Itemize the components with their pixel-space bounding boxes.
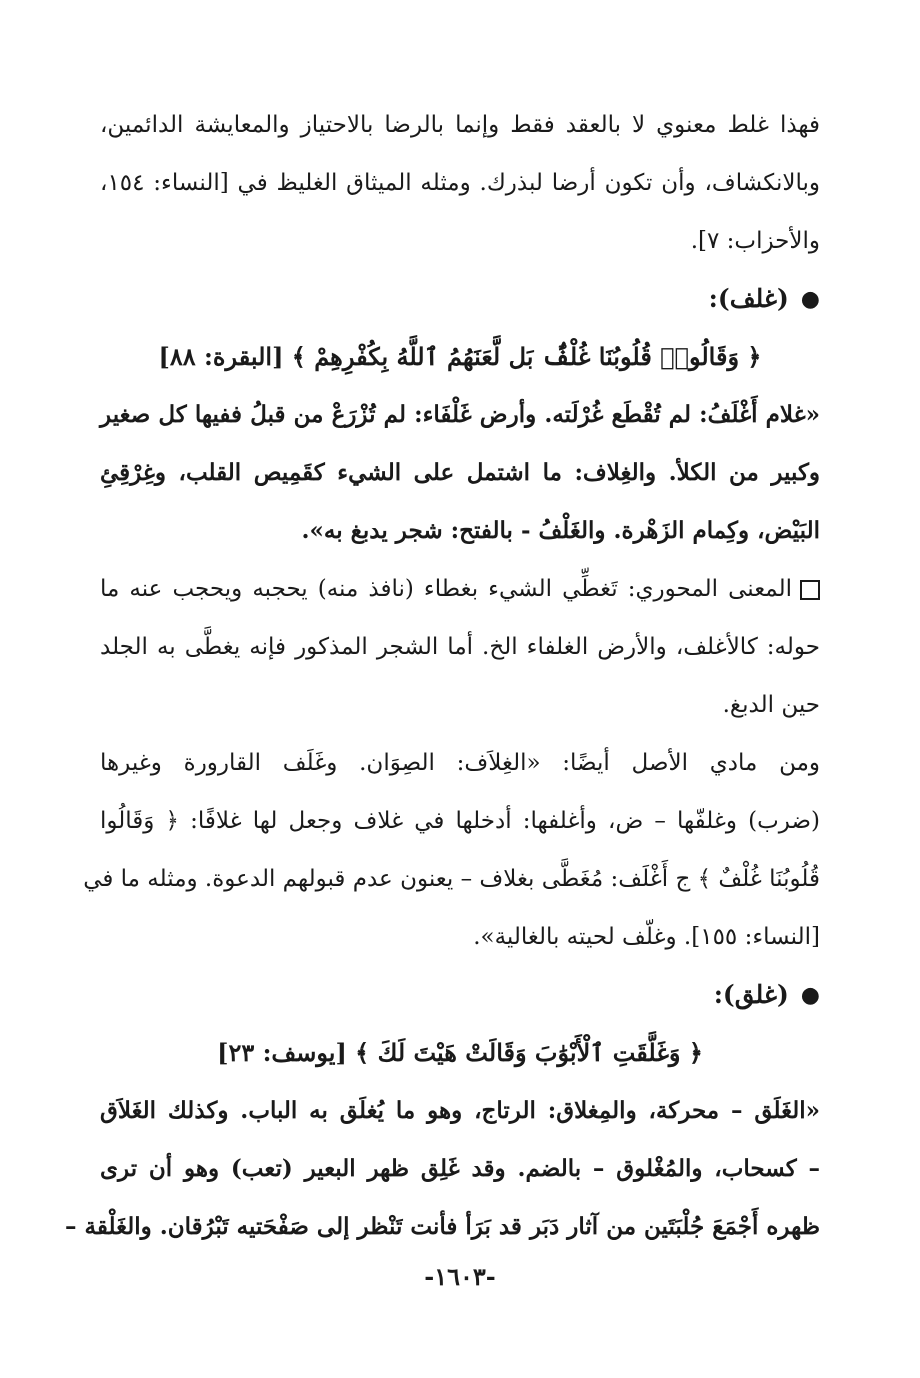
explanation-paragraph [83,734,820,966]
text-line: فهذا غلط معنوي لا بالعقد فقط وإنما بالرضا بالاحتياز والمعايشة الدائمين، [100,112,820,138]
central-meaning [100,560,820,734]
quran-verse: ﴿ وَقَالُوا۟ قُلُوبُنَا غُلْفٌۢ بَل لَّعَنَهُمُ ٱللَّهُ بِكُفْرِهِمْ ﴾ [البقرة: ٨٨] [158,342,762,371]
text-line: – كسحاب، والمُغْلوق – بالضم. وقد غَلِق ظهر البعير (تعب) وهو أن ترى [100,1155,820,1182]
text-column [65,96,820,1256]
entry-heading-text: (غلف): [708,284,789,313]
text-line: البَيْض، وكِمام الزَهْرة. والغَلْفُ - بالفتح: شجر يدبغ به». [301,517,820,544]
text-line: حين الدبغ. [722,692,820,718]
text-line: «غلام أَغْلَفُ: لم تُقْطَع غُرْلَته. وأرض غَلْفَاء: لم تُزْرَعْ من قبلُ ففيها كل صغير [100,401,820,428]
text-line: المعنى المحوري: تَغطِّي الشيء بغطاء (نافذ منه) يحجبه ويحجب عنه ما [100,560,820,618]
text-line: ومن مادي الأصل أيضًا: «الغِلاَف: الصِوَان. وغَلَف القارورة وغيرها [100,750,820,776]
text-line: حوله: كالأغلف، والأرض الغلفاء الخ. أما الشجر المذكور فإنه يغطَّى به الجلد [100,634,820,660]
page-number: -١٦٠٣- [424,1262,496,1291]
bullet-icon: ● [800,982,820,1008]
text-line: وكبير من الكلأ. والغِلاف: ما اشتمل على الشيء كقَمِيص القلب، وغِرْقِئِ [100,459,820,486]
bullet-icon: ● [800,286,820,312]
entry-heading-text: (غلق): [713,980,789,1009]
entry-heading-ghalaf [100,270,820,328]
text-line: (ضرب) وغلفّها – ض، وأغلفها: أدخلها في غلاف وجعل لها غلافًا: ﴿ وَقَالُوا [100,808,820,834]
dictionary-quote [100,386,820,560]
square-marker-icon [800,580,820,600]
text-line: والأحزاب: ٧]. [690,228,820,254]
text-line: ظهره أَجْمَعَ جُلْبَتَين من آثار دَبَر قد بَرَأ فأنت تَنْظر إلى صَفْحَتيه تَبْرُقان. والغَلْقة – [65,1213,820,1240]
text-line: وبالانكشاف، وأن تكون أرضا لبذرك. ومثله الميثاق الغليظ في [النساء: ١٥٤، [100,170,820,196]
entry-heading-ghalaq [100,966,820,1024]
text-line: «الغَلَق – محركة، والمِغلاق: الرتاج، وهو ما يُغلَق به الباب. وكذلك الغَلاَق [100,1097,820,1124]
text-line: قُلُوبُنَا غُلْفٌ ﴾ ج أَغْلَف: مُغَطَّى بغلاف – يعنون عدم قبولهم الدعوة. ومثله ما في [83,866,820,892]
text-line: [النساء: ١٥٥]. وغلّف لحيته بالغالية». [473,924,820,950]
dictionary-quote [65,1082,820,1256]
intro-paragraph [100,96,820,270]
quran-verse: ﴿ وَغَلَّقَتِ ٱلْأَبْوَٰبَ وَقَالَتْ هَيْتَ لَكَ ﴾ [يوسف: ٢٣] [217,1038,703,1067]
